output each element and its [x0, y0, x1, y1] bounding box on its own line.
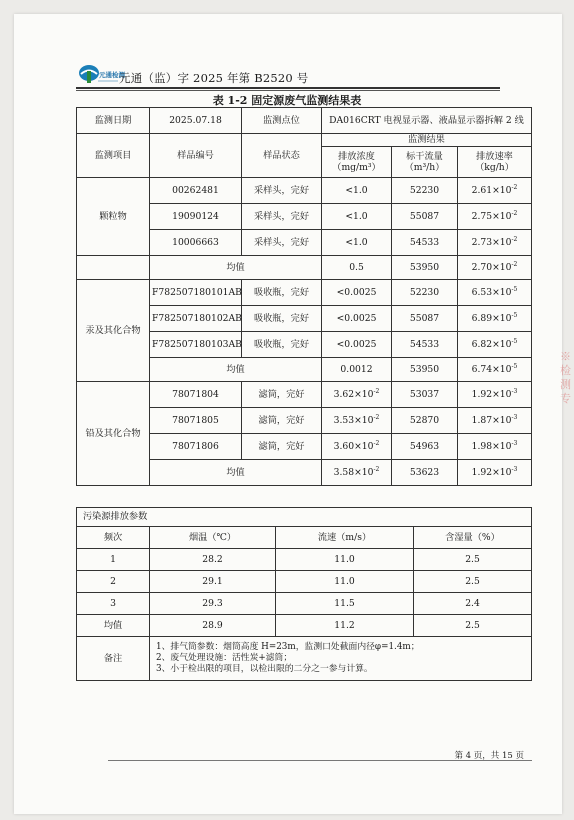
conc-value: 0.0012: [322, 358, 392, 382]
moisture-value: 2.5: [414, 549, 532, 571]
document-number: 元通（监）字 2025 年第 B2520 号: [119, 71, 309, 85]
conc-value: <1.0: [322, 230, 392, 256]
table-row: [77, 549, 532, 571]
table-row: [77, 134, 532, 147]
sample-no: 19090124: [150, 204, 242, 230]
date-value: 2025.07.18: [150, 108, 242, 134]
table-row: [77, 178, 532, 204]
group-name: 颗粒物: [77, 178, 150, 256]
point-label: 监测点位: [242, 108, 322, 134]
conc-value: $3.62\times 10^{-2}$: [322, 382, 392, 408]
sample-state: 吸收瓶，完好: [242, 280, 322, 306]
conc-value: <0.0025: [322, 306, 392, 332]
conc-value: <1.0: [322, 204, 392, 230]
temp-value: 29.3: [150, 593, 276, 615]
rate-value: $1.92\times 10^{-3}$: [458, 382, 532, 408]
flow-value: 54533: [392, 230, 458, 256]
temp-value: 28.2: [150, 549, 276, 571]
rate-value: $6.89\times 10^{-5}$: [458, 306, 532, 332]
sample-no: F782507180101AB: [150, 280, 242, 306]
rate-value: $1.87\times 10^{-3}$: [458, 408, 532, 434]
table-row: [77, 571, 532, 593]
params-title: 污染源排放参数: [77, 508, 532, 527]
flow-value: 52230: [392, 178, 458, 204]
footer-rule: [108, 760, 532, 761]
note-text: [150, 637, 532, 681]
table-row: [77, 108, 532, 134]
sample-state: 吸收瓶，完好: [242, 306, 322, 332]
flow-value: 52230: [392, 280, 458, 306]
table-row: [77, 637, 532, 681]
item-label: 监测项目: [77, 134, 150, 178]
sample-state: 采样头，完好: [242, 178, 322, 204]
seal-stamp-edge: ※ 检测专: [560, 350, 571, 405]
freq-value: 均值: [77, 615, 150, 637]
sample-no: F782507180103AB: [150, 332, 242, 358]
freq-value: 2: [77, 571, 150, 593]
velocity-value: 11.2: [276, 615, 414, 637]
moisture-value: 2.5: [414, 571, 532, 593]
monitoring-results-table: [76, 107, 532, 486]
flow-value: 53037: [392, 382, 458, 408]
params-header: 频次: [77, 527, 150, 549]
sample-no: 78071804: [150, 382, 242, 408]
conc-header: 排放浓度 （mg/m³）: [322, 147, 392, 178]
sample-no: 10006663: [150, 230, 242, 256]
flow-value: 53623: [392, 460, 458, 486]
rate-value: $6.74\times 10^{-5}$: [458, 358, 532, 382]
svg-text:元通检测: 元通检测: [99, 71, 125, 79]
flow-value: 52870: [392, 408, 458, 434]
moisture-value: 2.5: [414, 615, 532, 637]
flow-value: 53950: [392, 358, 458, 382]
table-title: 表 1-2 固定源废气监测结果表: [212, 94, 362, 107]
result-label: 监测结果: [322, 134, 532, 147]
conc-value: 0.5: [322, 256, 392, 280]
table-row: [77, 280, 532, 306]
conc-value: $3.58\times 10^{-2}$: [322, 460, 392, 486]
flow-value: 53950: [392, 256, 458, 280]
conc-value: $3.60\times 10^{-2}$: [322, 434, 392, 460]
table-row: [77, 615, 532, 637]
date-label: 监测日期: [77, 108, 150, 134]
note-line: 3、小于检出限的项目，以检出限的二分之一参与计算。: [156, 663, 373, 674]
velocity-value: 11.5: [276, 593, 414, 615]
table-row: [77, 382, 532, 408]
rate-value: $2.61\times 10^{-2}$: [458, 178, 532, 204]
header-rule: [76, 87, 500, 89]
params-header: 烟温（℃）: [150, 527, 276, 549]
sample-no: 78071806: [150, 434, 242, 460]
sample-state-label: 样品状态: [242, 134, 322, 178]
avg-label: 均值: [150, 256, 322, 280]
flow-header: 标干流量 （m³/h）: [392, 147, 458, 178]
sample-state: 滤筒，完好: [242, 434, 322, 460]
rate-value: $2.70\times 10^{-2}$: [458, 256, 532, 280]
note-label: 备注: [77, 637, 150, 681]
sample-no-label: 样品编号: [150, 134, 242, 178]
conc-value: $3.53\times 10^{-2}$: [322, 408, 392, 434]
temp-value: 28.9: [150, 615, 276, 637]
note-line: 2、废气处理设施：活性炭+滤筒；: [156, 653, 293, 663]
flow-value: 54963: [392, 434, 458, 460]
emission-params-table: [76, 507, 532, 681]
sample-state: 滤筒，完好: [242, 408, 322, 434]
sample-no: 00262481: [150, 178, 242, 204]
sample-state: 采样头，完好: [242, 204, 322, 230]
avg-label: 均值: [150, 460, 322, 486]
freq-value: 1: [77, 549, 150, 571]
table-row: [77, 593, 532, 615]
flow-value: 55087: [392, 306, 458, 332]
rate-value: $1.92\times 10^{-3}$: [458, 460, 532, 486]
table-row: [77, 256, 532, 280]
temp-value: 29.1: [150, 571, 276, 593]
point-value: DA016CRT 电视显示器、液晶显示器拆解 2 线: [322, 108, 532, 134]
conc-value: <0.0025: [322, 280, 392, 306]
company-logo: [78, 64, 125, 86]
rate-value: $6.53\times 10^{-5}$: [458, 280, 532, 306]
empty-cell: [77, 256, 150, 280]
rate-header: 排放速率 （kg/h）: [458, 147, 532, 178]
moisture-value: 2.4: [414, 593, 532, 615]
page-number: 第 4 页，共 15 页: [454, 751, 524, 761]
sample-state: 吸收瓶，完好: [242, 332, 322, 358]
velocity-value: 11.0: [276, 571, 414, 593]
table-row: [77, 527, 532, 549]
avg-label: 均值: [150, 358, 322, 382]
group-name: 汞及其化合物: [77, 280, 150, 382]
rate-value: $2.75\times 10^{-2}$: [458, 204, 532, 230]
rate-value: $6.82\times 10^{-5}$: [458, 332, 532, 358]
params-header: 流速（m/s）: [276, 527, 414, 549]
freq-value: 3: [77, 593, 150, 615]
flow-value: 55087: [392, 204, 458, 230]
conc-value: <1.0: [322, 178, 392, 204]
flow-value: 54533: [392, 332, 458, 358]
params-header: 含湿量（%）: [414, 527, 532, 549]
table-row: [77, 508, 532, 527]
sample-no: 78071805: [150, 408, 242, 434]
sample-state: 滤筒，完好: [242, 382, 322, 408]
conc-value: <0.0025: [322, 332, 392, 358]
sample-no: F782507180102AB: [150, 306, 242, 332]
group-name: 铅及其化合物: [77, 382, 150, 486]
velocity-value: 11.0: [276, 549, 414, 571]
header-rule-thin: [76, 90, 500, 91]
rate-value: $2.73\times 10^{-2}$: [458, 230, 532, 256]
rate-value: $1.98\times 10^{-3}$: [458, 434, 532, 460]
note-line: 1、排气筒参数：烟筒高度 H=23m，监测口处截面内径φ=1.4m；: [156, 642, 420, 653]
sample-state: 采样头，完好: [242, 230, 322, 256]
